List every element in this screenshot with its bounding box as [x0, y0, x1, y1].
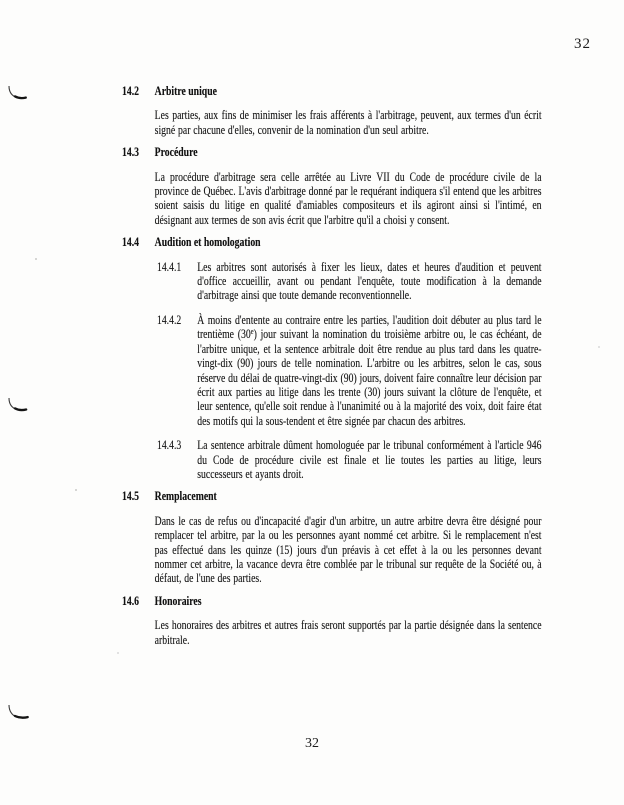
section-14-5: [122, 489, 542, 585]
document-body: [122, 84, 542, 647]
page-number-bottom: 32: [305, 736, 319, 751]
subsection-text-part: ) jour suivant la nomination du troisième arbitre ou, le cas échéant, de l'arbitre unique, et la sentence arbitrale doit être rendue au plus tard dans les quatre-vingt-dix (90) jours de telle nomination. L'arbitre ou les arbitres, selon le cas, sous réserve du délai de quatre-vingt-dix (90) jours, doivent faire connaître leur décision par écrit aux parties au litige dans les trente (30) jours suivant la clôture de l'enquête, et leur sentence, qu'elle soit rendue à l'unanimité ou à la majorité des voix, doit faire état des motifs qui la sous-tendent et être signée par chacun des arbitres.: [197, 327, 542, 428]
section-title: Arbitre unique: [154, 84, 217, 98]
scan-mark: [7, 704, 31, 727]
scan-speck: [35, 258, 37, 260]
scan-mark: [7, 85, 29, 107]
section-title: Procédure: [154, 145, 198, 160]
page-number-top: 32: [574, 36, 591, 52]
subsection-text: [197, 313, 541, 428]
section-paragraph: Les honoraires des arbitres et autres frais seront supportés par la partie désignée dans la sentence arbitrale.: [154, 618, 542, 647]
section-number: 14.5: [122, 489, 140, 504]
subsection-text: Les arbitres sont autorisés à fixer les lieux, dates et heures d'audition et peuvent d'office accueillir, avant ou pendant l'enquête, toute modification à la demande d'arbitrage ainsi que toute demande reconventionnelle.: [197, 259, 542, 303]
scan-speck: [117, 652, 119, 654]
section-number: 14.2: [122, 84, 140, 98]
section-paragraph: Dans le cas de refus ou d'incapacité d'agir d'un arbitre, un autre arbitre devra être désigné pour remplacer tel arbitre, par la ou les personnes ayant nommé cet arbitre. Si le remplacement n'est pas effectué dans les quinze (15) jours d'un préavis à cet effet à la ou les personnes devant nommer cet arbitre, la vacance devra être comblée par le tribunal sur requête de la Société ou, à défaut, de l'une des parties.: [154, 513, 542, 586]
subsection-number: 14.4.3: [156, 438, 182, 453]
section-title: Honoraires: [154, 593, 202, 608]
section-paragraph: Les parties, aux fins de minimiser les frais afférents à l'arbitrage, peuvent, aux termes d'un écrit signé par chacune d'elles, convenir de la nomination d'un seul arbitre.: [154, 108, 542, 137]
section-title: Remplacement: [154, 489, 217, 504]
section-heading: [122, 489, 542, 503]
section-paragraph: La procédure d'arbitrage sera celle arrêtée au Livre VII du Code de procédure civile de la province de Québec. L'avis d'arbitrage donné par le requérant indiquera s'il entend que les arbitres soient saisis du litige en qualité d'amiables compositeurs et ils agiront ainsi si l'intimé, en désignant aux termes de son avis écrit que l'arbitre qu'il a choisi y consent.: [154, 169, 542, 227]
subsection-14-4-3: [157, 438, 542, 481]
scan-mark: [7, 397, 29, 419]
scan-speck: [75, 489, 77, 491]
subsection-14-4-2: [157, 313, 542, 428]
section-number: 14.3: [122, 145, 140, 160]
section-heading: [122, 594, 542, 608]
subsection-number: 14.4.2: [156, 312, 182, 327]
section-heading: [122, 145, 542, 159]
scan-speck: [598, 346, 600, 348]
ordinal-superscript: e: [250, 326, 254, 337]
section-number: 14.6: [122, 593, 140, 608]
section-number: 14.4: [122, 235, 140, 250]
section-14-6: [122, 594, 542, 647]
section-title: Audition et homologation: [154, 235, 261, 250]
subsection-text-part: À moins d'entente au contraire entre les parties, l'audition doit débuter au plus tard le trentième (30: [197, 312, 542, 342]
section-14-2: [122, 84, 542, 137]
subsection-number: 14.4.1: [156, 259, 182, 274]
section-heading: [122, 84, 542, 98]
subsection-text: La sentence arbitrale dûment homologuée par le tribunal conformément à l'article 946 du Code de procédure civile est finale et lie toutes les parties au litige, leurs successeurs et ayants droit.: [197, 438, 542, 481]
section-14-3: [122, 145, 542, 227]
section-heading: [122, 235, 542, 249]
subsection-14-4-1: [157, 260, 542, 303]
section-14-4: [122, 235, 542, 481]
